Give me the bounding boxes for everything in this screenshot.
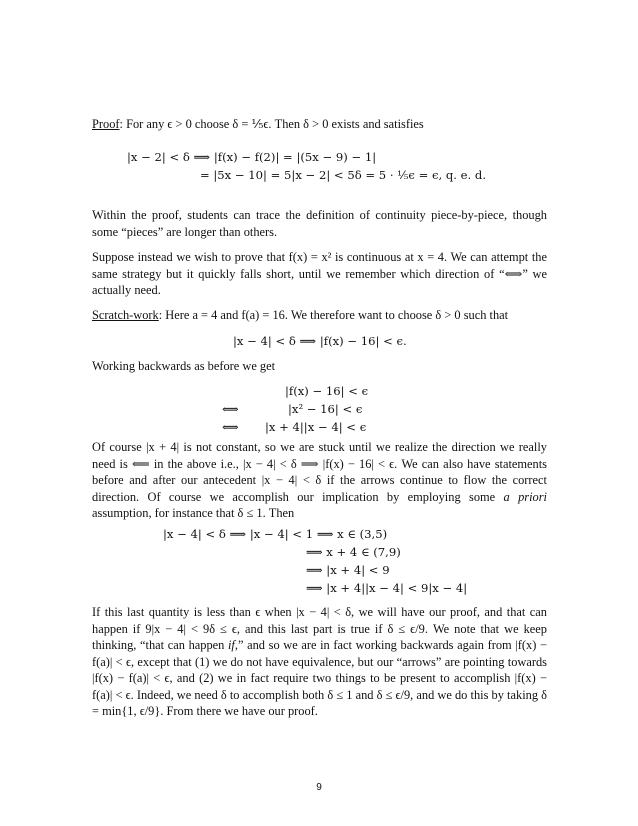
paragraph-conclusion: If this last quantity is less than ϵ when |x − 4| < δ, we will have our proof, and that can happen if 9|x − 4| < 9δ ≤ ϵ, and this last part is true if δ ≤ ϵ/9. We note that we keep thinking, “that can happen if,” and so we are in fact working backwards again from |f(x) − f(a)| < ϵ, except that (1) we do not have equivalence, but our “arrows” are pointing towards |f(x) − f(a)| < ϵ, and (2) we in fact require two things to be present to accomplish |f(x) − f(a)| < ϵ. Indeed, we need δ to accomplish both δ ≤ 1 and δ ≤ ϵ/9, and we do this by taking δ = min{1, ϵ/9}. From there we have our proof.: [92, 605, 547, 718]
a-priori-italic: a priori: [503, 489, 547, 504]
proof-equation-2: = |5x − 10| = 5|x − 2| < 5δ = 5 · ⅕ϵ = ϵ, q. e. d.: [200, 168, 487, 182]
page-number: 9: [316, 782, 322, 793]
scratch-work-text: : Here a = 4 and f(a) = 16. We therefore want to choose δ > 0 such that: [158, 308, 509, 322]
chain-line-4: ⟹ |x + 4||x − 4| < 9|x − 4|: [306, 581, 468, 595]
working-line-2: |x² − 16| < ϵ: [288, 402, 363, 416]
chain-line-3: ⟹ |x + 4| < 9: [306, 563, 390, 577]
if-italic: if: [227, 638, 235, 652]
chain-line-2: ⟹ x + 4 ∈ (7,9): [306, 545, 401, 559]
proof-statement: : For any ϵ > 0 choose δ = ⅕ϵ. Then δ > 0 exists and satisfies: [119, 117, 424, 131]
scratch-work-label: Scratch-work: [92, 308, 159, 322]
working-line-3: |x + 4||x − 4| < ϵ: [265, 420, 367, 434]
proof-label: Proof: [92, 117, 120, 131]
paragraph-continuity-trace: Within the proof, students can trace the definition of continuity piece-by-piece, though some “pieces” are longer than others.: [92, 208, 547, 239]
chain-line-1: |x − 4| < δ ⟹ |x − 4| < 1 ⟹ x ∈ (3,5): [163, 527, 388, 541]
equivalence-arrow-1: ⟺: [222, 402, 239, 416]
paragraph-direction: Of course |x + 4| is not constant, so we are stuck until we realize the direction we really need is ⟸ in the above i.e., |x − 4| < δ ⟹ |f(x) − 16| < ϵ. We can also have statements before and after our antecedent |x − 4| < δ if the arrows continue to flow the correct direction. Of course we accomplish our implication by employing some a priori assumption, for instance that δ ≤ 1. Then: [92, 440, 547, 520]
proof-equation-1: |x − 2| < δ ⟹ |f(x) − f(2)| = |(5x − 9) − 1|: [127, 150, 377, 164]
scratch-equation: |x − 4| < δ ⟹ |f(x) − 16| < ϵ.: [233, 334, 407, 348]
scratch-work-line: [92, 307, 508, 323]
paragraph-suppose: Suppose instead we wish to prove that f(x) = x² is continuous at x = 4. We can attempt the same strategy but it quickly falls short, until we remember which direction of “⟺” we actually need.: [92, 250, 547, 297]
working-line-1: |f(x) − 16| < ϵ: [285, 384, 369, 398]
working-intro: Working backwards as before we get: [92, 359, 276, 373]
proof-line: [92, 116, 424, 132]
equivalence-arrow-2: ⟺: [222, 420, 239, 434]
